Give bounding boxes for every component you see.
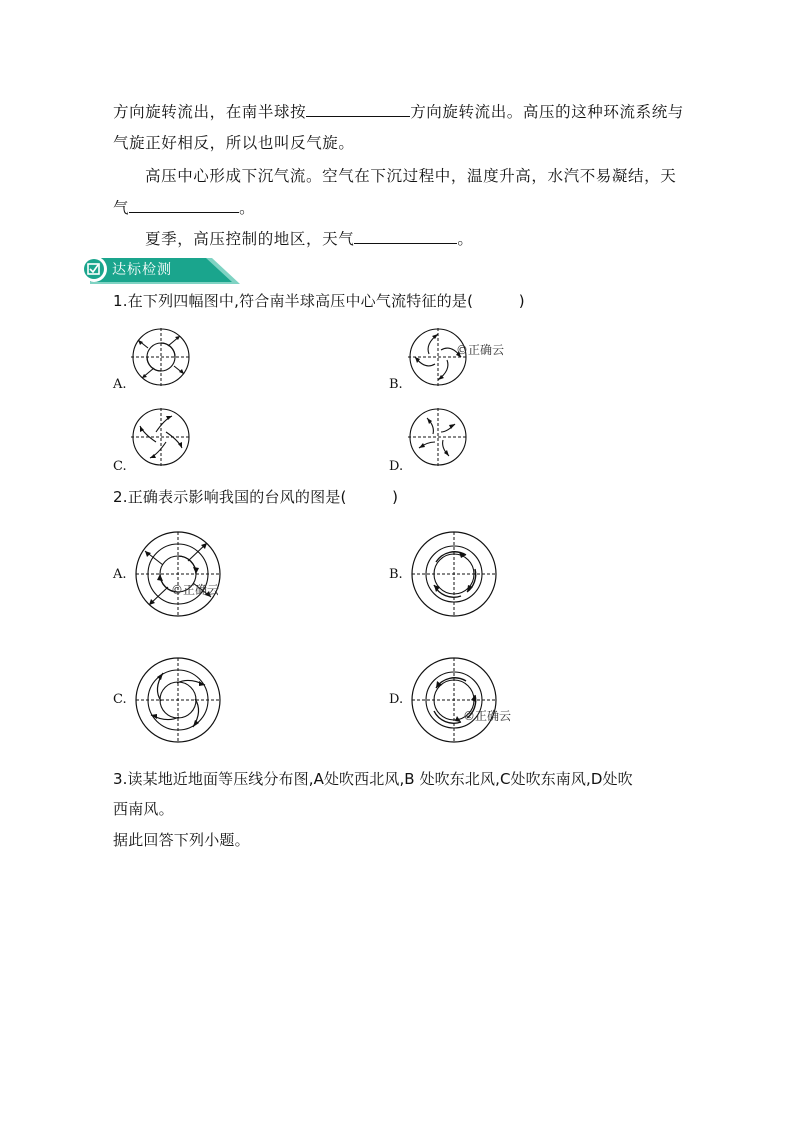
- question-3-stem-line-1: 3.读某地近地面等压线分布图,A处吹西北风,B 处吹东北风,C处吹东南风,D处吹: [113, 770, 633, 788]
- text-segment: 方向旋转流出，在南半球按: [113, 103, 307, 121]
- q2-option-c-label[interactable]: C.: [113, 692, 127, 707]
- paragraph-line-4: [113, 197, 255, 218]
- q2-figure-a[interactable]: [133, 529, 223, 619]
- text-segment: 方向旋转流出。高压的这种环流系统与: [410, 103, 684, 121]
- q1-option-b-label[interactable]: B.: [389, 377, 403, 392]
- paragraph-line-1: [113, 101, 684, 122]
- q2-figure-b[interactable]: [409, 529, 499, 619]
- section-title: 达标检测: [112, 262, 172, 278]
- question-2-stem: 2.正确表示影响我国的台风的图是( ): [113, 488, 399, 506]
- text-segment: 夏季，高压控制的地区，天气: [145, 230, 355, 248]
- q1-option-a-label[interactable]: A.: [113, 377, 127, 392]
- q1-figure-a[interactable]: [128, 326, 194, 388]
- q1-option-d-label[interactable]: D.: [389, 459, 404, 474]
- fill-blank[interactable]: [129, 197, 239, 213]
- q2-figure-d[interactable]: [409, 655, 499, 745]
- text-segment: 。: [457, 230, 474, 248]
- paragraph-line-5: [145, 228, 473, 249]
- question-1-stem: 1.在下列四幅图中,符合南半球高压中心气流特征的是( ): [113, 292, 525, 310]
- q1-figure-c[interactable]: [128, 406, 194, 468]
- q2-option-b-label[interactable]: B.: [389, 567, 403, 582]
- q2-figure-c[interactable]: [133, 655, 223, 745]
- q1-figure-d[interactable]: [405, 406, 471, 468]
- q2-option-a-label[interactable]: A.: [113, 567, 127, 582]
- question-3-stem-line-2: 西南风。: [113, 800, 174, 818]
- question-3-instruction: 据此回答下列小题。: [113, 831, 250, 849]
- watermark: ©正确云: [463, 709, 512, 723]
- text-segment: 。: [239, 199, 256, 217]
- q2-option-d-label[interactable]: D.: [389, 692, 404, 707]
- fill-blank[interactable]: [354, 228, 457, 244]
- watermark: ©正确云: [456, 343, 505, 357]
- paragraph-line-3: 高压中心形成下沉气流。空气在下沉过程中，温度升高，水汽不易凝结，天: [145, 167, 677, 185]
- text-segment: 气: [113, 199, 130, 217]
- fill-blank[interactable]: [306, 101, 410, 117]
- q1-option-c-label[interactable]: C.: [113, 459, 127, 474]
- paragraph-line-2: 气旋正好相反，所以也叫反气旋。: [113, 134, 355, 152]
- watermark: ©正确云: [171, 583, 220, 597]
